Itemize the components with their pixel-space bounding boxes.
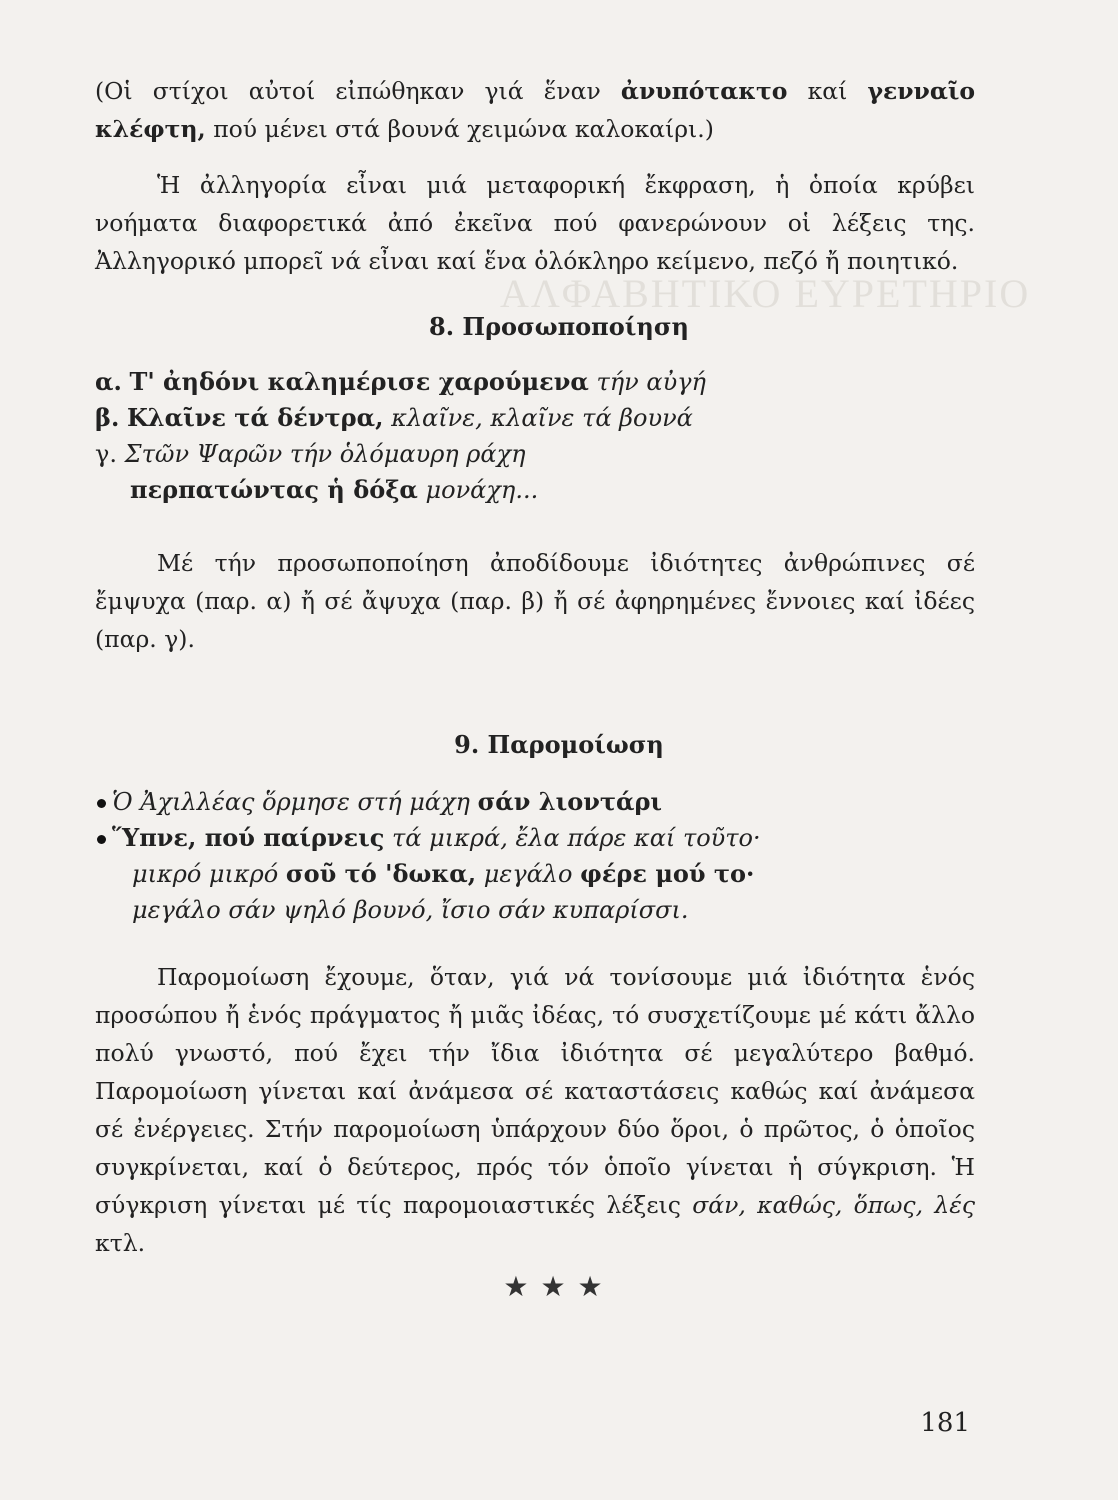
page-number: 181 — [920, 1408, 970, 1438]
intro-bold-1: ἀνυπότακτο — [620, 77, 788, 105]
example-c-line-2: περπατώντας ἡ δόξα μονάχη... — [130, 475, 539, 504]
intro-paragraph-1 — [95, 72, 975, 148]
section-8-title: 8. Προσωποποίηση — [429, 312, 689, 341]
intro-bold-2: γενναῖο κλέφτη, — [95, 77, 975, 143]
example-b: β. Κλαῖνε τά δέντρα, κλαῖνε, κλαῖνε τά βουνά — [95, 403, 693, 432]
intro-text: (Οἱ στίχοι αὐτοί εἰπώθηκαν γιά ἕναν — [95, 77, 621, 105]
section-8-examples — [95, 364, 706, 508]
simile-paragraph: Παρομοίωση ἔχουμε, ὅταν, γιά νά τονίσουμε μιά ἰδιότητα ἑνός προσώπου ἤ ἑνός πράγματος ἤ μιᾶς ἰδέας, τό συσχετίζουμε μέ κάτι ἄλλο πολύ γνωστό, πού ἔχει τήν ἴδια ἰδιότητα σέ μεγαλύτερο βαθμό. Παρομοίωση γίνεται καί ἀνάμεσα σέ καταστάσεις καθώς καί ἀνάμεσα σέ ἐνέργειες. Στήν παρομοίωση ὑπάρχουν δύο ὅροι, ὁ πρῶτος, ὁ ὁποῖος συγκρίνεται, καί ὁ δεύτερος, πρός τόν ὁποῖο γίνεται ἡ σύγκριση. Ἡ σύγκριση γίνεται μέ τίς παρομοιαστικές λέξεις σάν, καθώς, ὅπως, λές κτλ. — [95, 963, 975, 1257]
personification-paragraph: Μέ τήν προσωποποίηση ἀποδίδουμε ἰδιότητες ἀνθρώπινες σέ ἔμψυχα (παρ. α) ἤ σέ ἄψυχα (παρ. β) ἤ σέ ἀφηρημένες ἔννοιες καί ἰδέες (παρ. γ). — [95, 549, 975, 653]
bullet-example-2: Ὕπνε, πού παίρνεις τά μικρά, ἔλα πάρε καί τοῦτο· — [97, 820, 761, 856]
example-a: α. Τ' ἀηδόνι καλημέρισε χαρούμενα τήν αὐγή — [95, 367, 706, 396]
bullet-icon — [97, 799, 106, 808]
section-divider-stars: ★★★ — [503, 1270, 615, 1303]
bullet-icon — [97, 835, 106, 844]
allegory-paragraph: Ἡ ἀλληγορία εἶναι μιά μεταφορική ἔκφραση, ἡ ὁποία κρύβει νοήματα διαφορετικά ἀπό ἐκεῖνα πού φανερώνουν οἱ λέξεις της. Ἀλληγορικό μπορεῖ νά εἶναι καί ἕνα ὁλόκληρο κείμενο, πεζό ἤ ποιητικό. — [95, 171, 975, 275]
intro-text-2: καί — [787, 77, 868, 105]
show-through-text: ΑΛΦΑΒΗΤΙΚΟ ΕΥΡΕΤΗΡΙΟ — [500, 271, 1031, 316]
section-9-examples — [97, 784, 761, 928]
example-c: γ. Στῶν Ψαρῶν τήν ὁλόμαυρη ράχη — [95, 440, 526, 468]
section-9-title: 9. Παρομοίωση — [454, 730, 664, 759]
bullet-example-2-line-2: μικρό μικρό σοῦ τό 'δωκα, μεγάλο φέρε μού το· — [132, 859, 755, 888]
bullet-example-2-line-3: μεγάλο σάν ψηλό βουνό, ἴσιο σάν κυπαρίσσι. — [132, 896, 689, 924]
intro-text-3: πού μένει στά βουνά χειμώνα καλοκαίρι.) — [205, 115, 714, 143]
bullet-example-1: Ὁ Ἀχιλλέας ὅρμησε στή μάχη σάν λιοντάρι — [97, 784, 761, 820]
